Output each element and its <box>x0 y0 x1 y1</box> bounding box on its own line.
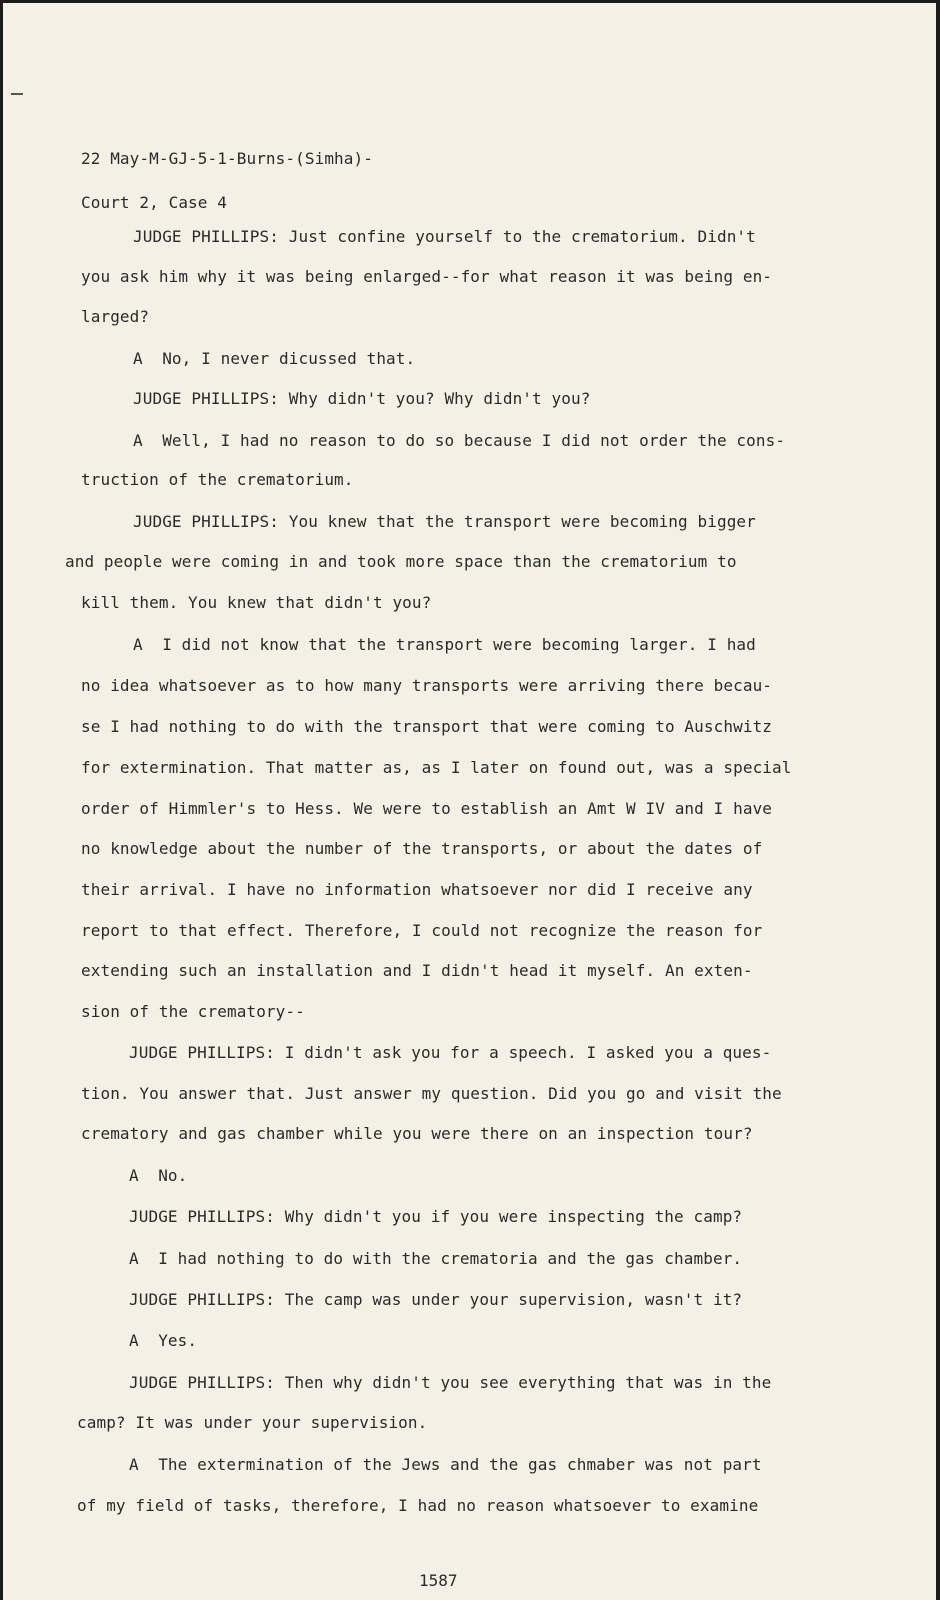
text-line: report to that effect. Therefore, I could not recognize the reason for <box>81 921 763 940</box>
page-number: 1587 <box>419 1571 458 1590</box>
text-line: A Yes. <box>129 1331 198 1350</box>
text-line: no idea whatsoever as to how many transports were arriving there becau- <box>81 676 773 695</box>
text-line: order of Himmler's to Hess. We were to establish an Amt W IV and I have <box>81 799 773 818</box>
text-line: their arrival. I have no information whatsoever nor did I receive any <box>81 880 753 899</box>
text-line: no knowledge about the number of the transports, or about the dates of <box>81 839 763 858</box>
text-line: A I did not know that the transport were becoming larger. I had <box>133 635 756 654</box>
header-reference: 22 May-M-GJ-5-1-Burns-(Simha)- <box>81 149 373 168</box>
margin-mark <box>11 93 23 95</box>
text-line: JUDGE PHILLIPS: Why didn't you? Why didn't you? <box>133 389 591 408</box>
text-line: sion of the crematory-- <box>81 1002 305 1021</box>
text-line: JUDGE PHILLIPS: You knew that the transport were becoming bigger <box>133 512 756 531</box>
text-line: you ask him why it was being enlarged--for what reason it was being en- <box>81 267 773 286</box>
text-line: truction of the crematorium. <box>81 470 354 489</box>
text-line: se I had nothing to do with the transport that were coming to Auschwitz <box>81 717 773 736</box>
text-line: JUDGE PHILLIPS: Then why didn't you see everything that was in the <box>129 1373 772 1392</box>
text-line: A Well, I had no reason to do so because I did not order the cons- <box>133 431 786 450</box>
text-line: kill them. You knew that didn't you? <box>81 593 432 612</box>
text-line: of my field of tasks, therefore, I had no reason whatsoever to examine <box>77 1496 759 1515</box>
text-line: JUDGE PHILLIPS: Why didn't you if you were inspecting the camp? <box>129 1207 743 1226</box>
text-line: tion. You answer that. Just answer my question. Did you go and visit the <box>81 1084 782 1103</box>
text-line: camp? It was under your supervision. <box>77 1413 428 1432</box>
text-line: larged? <box>81 307 150 326</box>
text-line: A No, I never dicussed that. <box>133 349 416 368</box>
text-line: A No. <box>129 1166 188 1185</box>
text-line: JUDGE PHILLIPS: The camp was under your supervision, wasn't it? <box>129 1290 743 1309</box>
text-line: and people were coming in and took more space than the crematorium to <box>65 552 737 571</box>
text-line: A I had nothing to do with the crematoria and the gas chamber. <box>129 1249 743 1268</box>
text-line: crematory and gas chamber while you were there on an inspection tour? <box>81 1124 753 1143</box>
header-court: Court 2, Case 4 <box>81 193 227 212</box>
text-line: A The extermination of the Jews and the gas chmaber was not part <box>129 1455 762 1474</box>
text-line: extending such an installation and I didn't head it myself. An exten- <box>81 961 753 980</box>
text-line: JUDGE PHILLIPS: Just confine yourself to the crematorium. Didn't <box>133 227 756 246</box>
text-line: JUDGE PHILLIPS: I didn't ask you for a speech. I asked you a ques- <box>129 1043 772 1062</box>
text-line: for extermination. That matter as, as I later on found out, was a special <box>81 758 792 777</box>
